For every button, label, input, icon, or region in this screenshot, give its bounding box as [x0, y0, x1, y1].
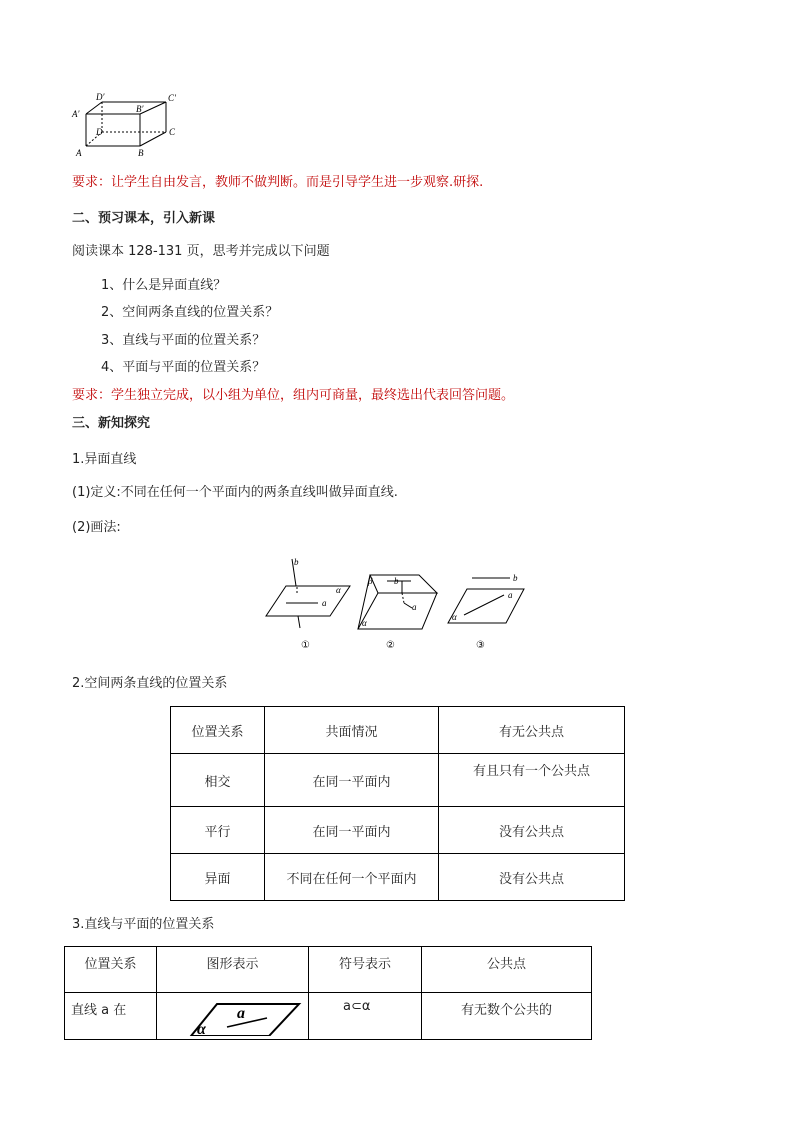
- fig3-label-a: a: [508, 590, 513, 600]
- requirement-1: 要求：让学生自由发言，教师不做判断。而是引导学生进一步观察.研探.: [72, 175, 484, 190]
- cube-label-a1: A′: [72, 109, 80, 119]
- table-cell-figure: [157, 993, 309, 1040]
- cube-label-b1: B′: [136, 104, 144, 114]
- table-cell: 平行: [171, 807, 265, 854]
- item-1-drawing-method: (2)画法:: [72, 520, 121, 535]
- item-1-definition: (1)定义:不同在任何一个平面内的两条直线叫做异面直线.: [72, 485, 398, 500]
- question-2: 2、空间两条直线的位置关系？: [101, 305, 279, 320]
- line-in-plane-figure: [157, 996, 307, 1036]
- fig3-number: ③: [476, 640, 485, 651]
- item-3-title: 3.直线与平面的位置关系: [72, 917, 215, 932]
- fig1-label-alpha: α: [336, 585, 341, 595]
- table-cell: a⊂α: [309, 993, 422, 1040]
- table-cell: 有且只有一个公共点: [439, 754, 625, 807]
- fig1-label-a: a: [322, 598, 327, 608]
- table-header: 位置关系: [65, 947, 157, 993]
- table-cell: 直线 a 在: [65, 993, 157, 1040]
- fig2-number: ②: [386, 640, 395, 651]
- two-lines-relation-table: [170, 706, 625, 901]
- table-header: 位置关系: [171, 707, 265, 754]
- skew-lines-figures: [262, 553, 534, 653]
- fig1-label-b: b: [294, 557, 299, 567]
- table-row: [171, 807, 625, 854]
- table-cell: 有无数个公共的: [422, 993, 592, 1040]
- cube-label-d1: D′: [96, 92, 105, 102]
- table-row: [171, 854, 625, 901]
- cube-label-c1: C′: [168, 93, 176, 103]
- cube-label-a: A: [76, 148, 82, 158]
- table-header: 有无公共点: [439, 707, 625, 754]
- fig2-label-b: b: [394, 576, 399, 586]
- table-header: 图形表示: [157, 947, 309, 993]
- cube-label-c: C: [169, 127, 176, 137]
- table-cell: 相交: [171, 754, 265, 807]
- line-plane-relation-table: [64, 946, 592, 1040]
- table-cell: 在同一平面内: [265, 754, 439, 807]
- table-row: [65, 993, 592, 1040]
- fig2-label-a: a: [412, 602, 417, 612]
- cube-figure: [70, 92, 185, 162]
- cube-label-b: B: [138, 148, 144, 158]
- question-1: 1、什么是异面直线？: [101, 278, 227, 293]
- question-4: 4、平面与平面的位置关系？: [101, 360, 266, 375]
- fig3-label-b: b: [513, 573, 518, 583]
- fig2-label-beta: β: [368, 576, 373, 586]
- fig-label-a: a: [237, 1005, 245, 1022]
- table-row: [171, 754, 625, 807]
- question-3: 3、直线与平面的位置关系？: [101, 333, 266, 348]
- table-cell: 不同在任何一个平面内: [265, 854, 439, 901]
- reading-instruction: 阅读课本 128-131 页，思考并完成以下问题: [72, 244, 330, 259]
- table-header-row: [65, 947, 592, 993]
- requirement-2: 要求：学生独立完成，以小组为单位，组内可商量，最终选出代表回答问题。: [72, 388, 515, 403]
- section-2-title: 二、预习课本，引入新课: [72, 211, 216, 226]
- fig3-label-alpha: α: [452, 612, 457, 622]
- table-cell: 异面: [171, 854, 265, 901]
- table-header-row: [171, 707, 625, 754]
- item-2-title: 2.空间两条直线的位置关系: [72, 676, 228, 691]
- fig1-number: ①: [301, 640, 310, 651]
- item-1-title: 1.异面直线: [72, 452, 137, 467]
- table-cell: 没有公共点: [439, 807, 625, 854]
- fig2-label-alpha: α: [362, 618, 367, 628]
- fig-label-alpha: α: [197, 1021, 206, 1036]
- table-cell: 在同一平面内: [265, 807, 439, 854]
- table-header: 符号表示: [309, 947, 422, 993]
- table-cell: 没有公共点: [439, 854, 625, 901]
- cube-label-d: D: [96, 127, 103, 137]
- section-3-title: 三、新知探究: [72, 416, 151, 431]
- table-header: 共面情况: [265, 707, 439, 754]
- table-header: 公共点: [422, 947, 592, 993]
